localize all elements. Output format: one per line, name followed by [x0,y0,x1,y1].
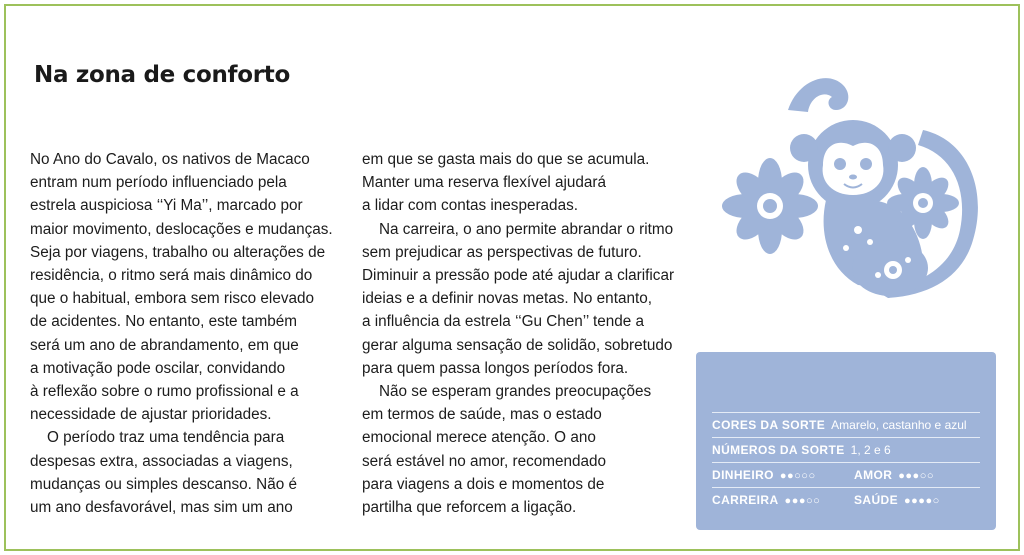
health-dots: ●●●●○ [904,495,940,507]
article-column-2 [362,148,682,519]
monkey-ear-left [790,134,818,162]
career-rating [712,488,820,513]
text-line: para viagens a dois e momentos de [362,475,605,493]
flower-left [722,158,818,254]
text-line: O período traz uma tendência para [47,429,285,447]
text-line: No Ano do Cavalo, os nativos de Macaco [30,151,310,168]
text-line: será estável no amor, recomendado [362,452,607,470]
text-line: necessidade de ajustar prioridades. [30,406,272,424]
text-line: partilha que reforcem a ligação. [362,499,577,517]
text-line: Manter uma reserva flexível ajudará [362,174,607,192]
monkey-eye-right [860,158,872,170]
text-line: mudanças ou simples descanso. Não é [30,475,297,493]
text-line: emocional merece atenção. O ano [362,429,596,447]
text-line: Diminuir a pressão pode até ajudar a clarificar [362,267,675,285]
text-line: estrela auspiciosa ‘‘Yi Ma’’, marcado por [30,197,303,215]
text-line: que o habitual, embora sem risco elevado [30,290,315,308]
text-line: para quem passa longos períodos fora. [362,359,629,377]
monkey-ear-right [888,134,916,162]
lucky-numbers-row [712,437,980,462]
health-rating [854,488,940,513]
text-line: Não se esperam grandes preocupações [379,383,652,401]
monkey-eye-left [834,158,846,170]
money-rating [712,463,816,488]
health-label: SAÚDE [854,493,899,507]
text-line: a motivação pode oscilar, convidando [30,359,286,377]
monkey-illustration [718,70,988,302]
text-line: gerar alguma sensação de solidão, sobretudo [362,336,673,354]
lucky-colors-row [712,412,980,437]
lucky-numbers-value: 1, 2 e 6 [850,443,891,457]
monkey-nose [849,175,857,180]
top-swirl [788,78,848,112]
text-line: ideias e a definir novas metas. No entanto, [362,290,652,308]
text-line: a lidar com contas inesperadas. [362,197,578,215]
text-line: residência, o ritmo será mais dinâmico do [30,267,313,285]
luck-info-box [696,352,996,530]
text-line: despesas extra, associadas a viagens, [30,452,293,470]
lucky-colors-value: Amarelo, castanho e azul [831,418,967,432]
text-line: Seja por viagens, trabalho ou alterações de [30,243,326,261]
text-line: entram num período influenciado pela [30,174,287,192]
money-love-row [712,462,980,487]
text-line: será um ano de abrandamento, em que [30,336,299,354]
article-title: Na zona de conforto [34,62,290,88]
text-line: à reflexão sobre o rumo profissional e a [30,383,299,401]
text-line: de acidentes. No entanto, este também [30,313,298,331]
text-line: sem prejudicar as perspectivas de futuro. [362,243,642,261]
text-line: maior movimento, deslocações e mudanças. [30,220,333,238]
career-health-row [712,487,980,512]
love-dots: ●●●○○ [898,470,934,482]
text-line: Na carreira, o ano permite abrandar o ritmo [379,220,674,238]
love-label: AMOR [854,468,893,482]
text-line: um ano desfavorável, mas sim um ano [30,499,293,517]
article-column-1 [30,148,335,519]
text-line: em termos de saúde, mas o estado [362,406,602,424]
lucky-colors-label: CORES DA SORTE [712,418,826,432]
love-rating [854,463,934,488]
lucky-numbers-label: NÚMEROS DA SORTE [712,443,845,457]
money-dots: ●●○○○ [779,470,816,482]
money-label: DINHEIRO [712,468,774,482]
career-label: CARREIRA [712,493,779,507]
text-line: em que se gasta mais do que se acumula. [362,151,650,168]
career-dots: ●●●○○ [784,495,821,507]
text-line: a influência da estrela ‘‘Gu Chen’’ tende a [362,313,645,331]
